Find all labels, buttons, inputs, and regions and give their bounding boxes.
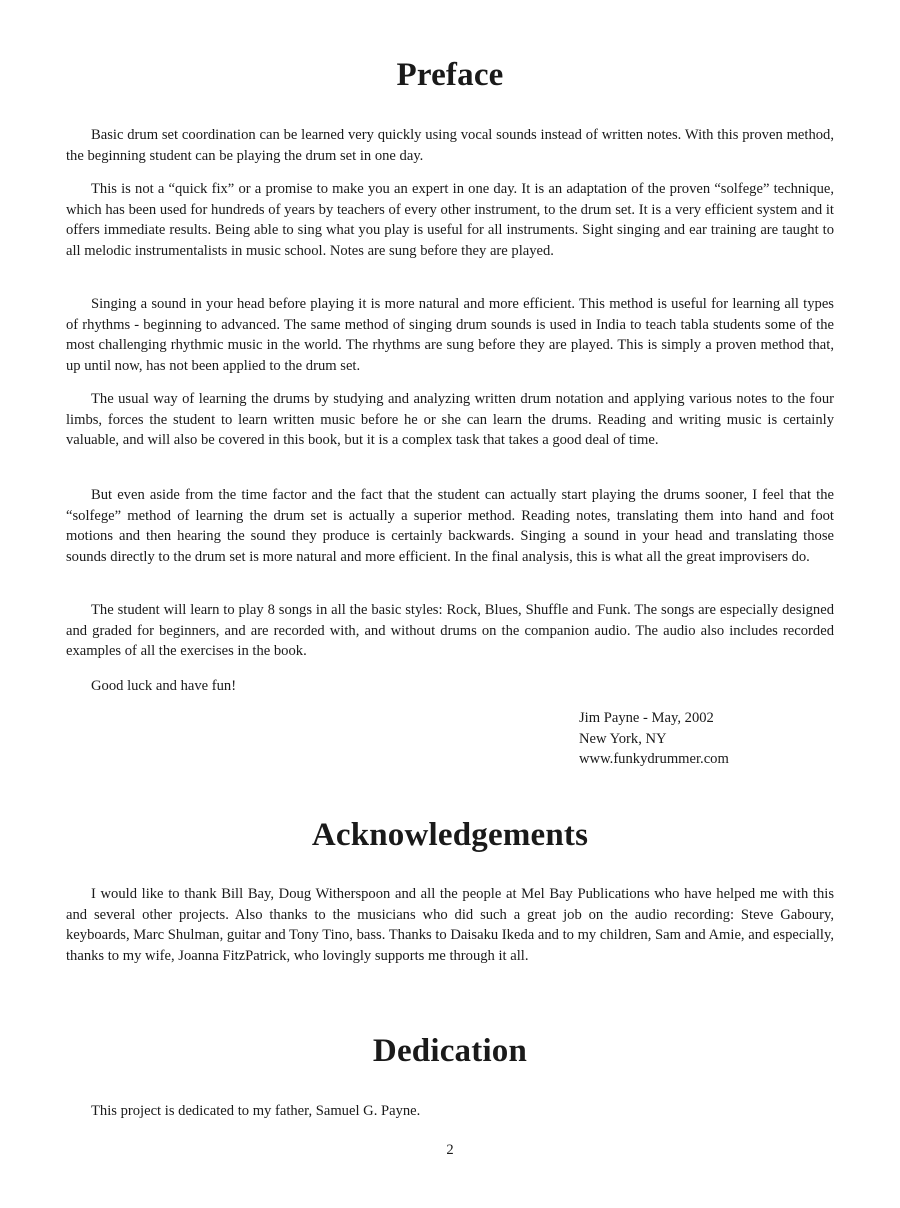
preface-paragraph-3: [66, 294, 834, 376]
paragraph-text: The usual way of learning the drums by studying and analyzing written drum notation and applying various notes to the four limbs, forces the student to learn written music before he or she can learn the drums. Reading and writing music is certainly valuable, and will also be covered in this book, but it is a complex task that takes a good deal of time.: [66, 391, 834, 449]
signature-website: www.funkydrummer.com: [579, 751, 729, 768]
preface-paragraph-5: [66, 485, 834, 567]
paragraph-text: This is not a “quick fix” or a promise to make you an expert in one day. It is an adaptation of the proven “solfege” technique, which has been used for hundreds of years by teachers of every other instrument, to the drum set. It is a very efficient system and it offers immediate results. Being able to sing what you play is useful for all instruments. Sight singing and ear training are taught to all melodic instrumentalists in music school. Notes are sung before they are played.: [66, 181, 834, 259]
acknowledgements-text: I would like to thank Bill Bay, Doug Witherspoon and all the people at Mel Bay Publications who have helped me with this and several other projects. Also thanks to the musicians who did such a great job on the audio recording: Steve Gaboury, keyboards, Marc Shulman, guitar and Tony Tino, bass. Thanks to Daisaku Ikeda and to my children, Sam and Amie, and especially, thanks to my wife, Joanna FitzPatrick, who lovingly supports me through it all.: [66, 886, 834, 964]
acknowledgements-section: [66, 884, 834, 966]
paragraph-text: But even aside from the time factor and the fact that the student can actually start playing the drums sooner, I feel that the “solfege” method of learning the drum set is actually a superior method. Reading notes, translating them into hand and foot motions and then hearing the sound they produce is certainly backwards. Singing a sound in your head and translating those sounds directly to the drum set is more natural and more efficient. In the final analysis, this is what all the great improvisers do.: [66, 487, 834, 565]
preface-paragraph-6: [66, 600, 834, 662]
paragraph-text: The student will learn to play 8 songs in all the basic styles: Rock, Blues, Shuffle and Funk. The songs are especially designed and graded for beginners, and are recorded with, and without drums on the companion audio. The audio also includes recorded examples of all the exercises in the book.: [66, 602, 834, 660]
paragraph-text: Good luck and have fun!: [91, 678, 237, 694]
paragraph-text: Singing a sound in your head before playing it is more natural and more efficient. This method is useful for learning all types of rhythms - beginning to advanced. The same method of singing drum sounds is used in India to teach tabla students some of the most challenging rhythmic music in the world. The rhythms are sung before they are played. This is simply a proven method that, up until now, has not been applied to the drum set.: [66, 296, 834, 374]
preface-paragraph-4: [66, 389, 834, 451]
preface-heading: Preface: [396, 57, 504, 93]
paragraph-text: Basic drum set coordination can be learned very quickly using vocal sounds instead of written notes. With this proven method, the beginning student can be playing the drum set in one day.: [66, 127, 834, 164]
dedication-heading: Dedication: [372, 1033, 528, 1069]
acknowledgements-heading: Acknowledgements: [311, 817, 589, 853]
page-number: 2: [446, 1142, 454, 1158]
dedication-text: This project is dedicated to my father, Samuel G. Payne.: [91, 1103, 421, 1119]
preface-paragraph-2: [66, 179, 834, 261]
preface-signature: [579, 708, 729, 770]
preface-paragraph-1: [66, 125, 834, 166]
signature-author-date: Jim Payne - May, 2002: [579, 710, 714, 726]
signature-location: New York, NY: [579, 730, 667, 747]
dedication-section: [66, 1101, 834, 1122]
preface-paragraph-7: [66, 676, 834, 697]
